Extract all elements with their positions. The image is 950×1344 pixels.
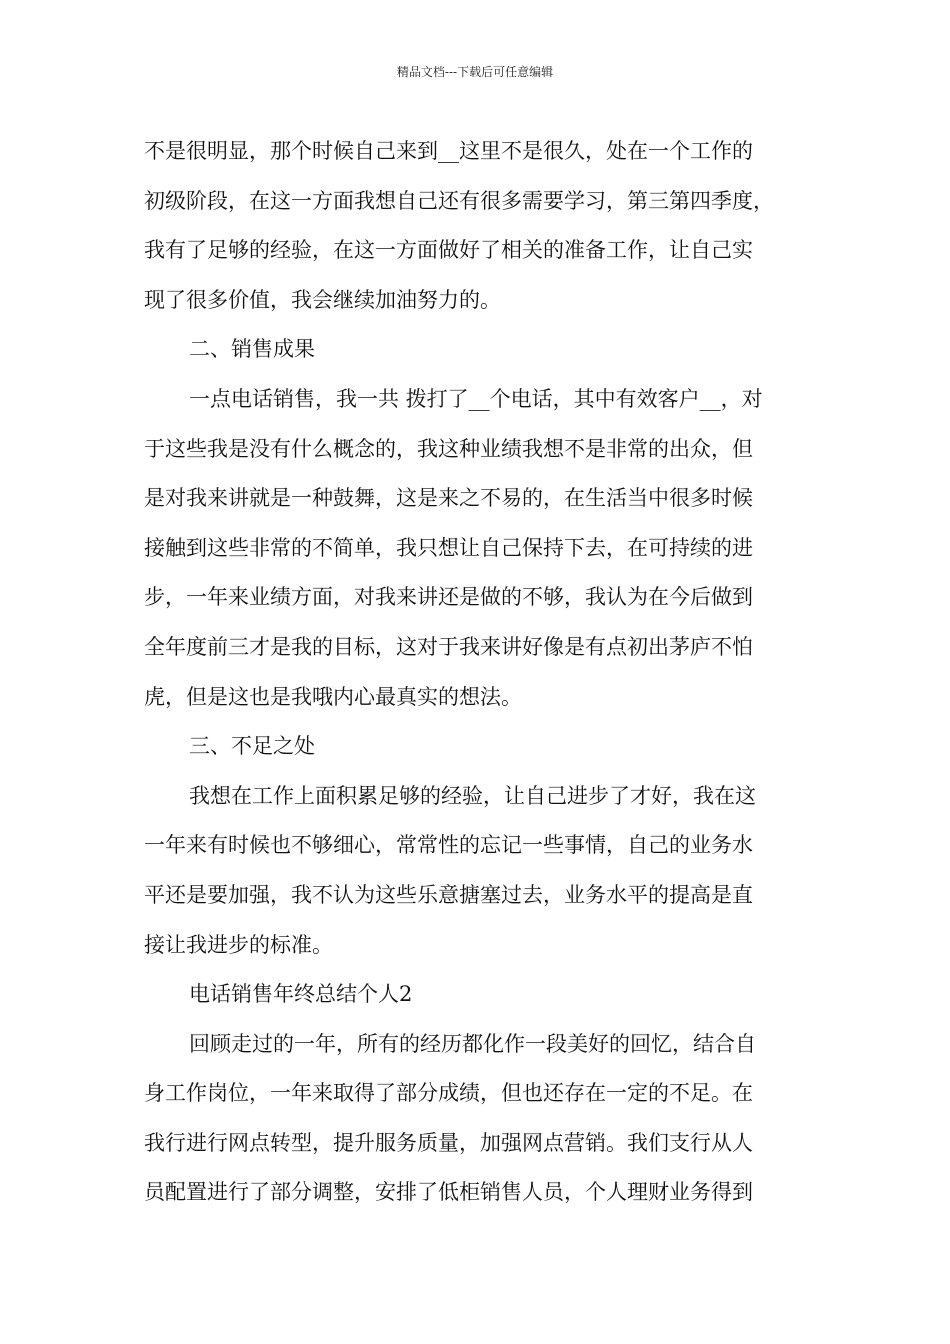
text-line: 全年度前三才是我的目标，这对于我来讲好像是有点初出茅庐不怕 bbox=[144, 634, 753, 659]
text-line: 一年来有时候也不够细心，常常性的忘记一些事情，自己的业务水 bbox=[144, 833, 753, 858]
section-heading: 电话销售年终总结个人2 bbox=[189, 982, 413, 1007]
text-line: 我有了足够的经验，在这一方面做好了相关的准备工作，让自己实 bbox=[144, 238, 753, 263]
text-line: 虎，但是这也是我哦内心最真实的想法。 bbox=[144, 684, 522, 709]
text-line: 初级阶段，在这一方面我想自己还有很多需要学习，第三第四季度， bbox=[144, 188, 774, 213]
text-line: 我行进行网点转型，提升服务质量，加强网点营销。我们支行从人 bbox=[144, 1130, 753, 1155]
text-line: 回顾走过的一年，所有的经历都化作一段美好的回忆，结合自 bbox=[189, 1031, 756, 1056]
text-line: 接让我进步的标准。 bbox=[144, 932, 333, 957]
text-line: 一点电话销售，我一共 拨打了__个电话，其中有效客户__，对 bbox=[189, 386, 763, 411]
text-line: 步，一年来业绩方面，对我来讲还是做的不够，我认为在今后做到 bbox=[144, 585, 753, 610]
document-body bbox=[144, 130, 809, 1221]
text-line: 是对我来讲就是一种鼓舞，这是来之不易的，在生活当中很多时候 bbox=[144, 486, 753, 511]
text-line: 身工作岗位，一年来取得了部分成绩，但也还存在一定的不足。在 bbox=[144, 1081, 753, 1106]
text-line: 接触到这些非常的不简单，我只想让自己保持下去，在可持续的进 bbox=[144, 535, 753, 560]
text-line: 现了很多价值，我会继续加油努力的。 bbox=[144, 287, 501, 312]
text-line: 于这些我是没有什么概念的，我这种业绩我想不是非常的出众，但 bbox=[144, 436, 753, 461]
text-line: 不是很明显，那个时候自己来到__这里不是很久，处在一个工作的 bbox=[144, 139, 753, 163]
text-line: 我想在工作上面积累足够的经验，让自己进步了才好，我在这 bbox=[189, 783, 756, 808]
text-line: 平还是要加强，我不认为这些乐意搪塞过去，业务水平的提高是直 bbox=[144, 882, 753, 907]
text-line: 员配置进行了部分调整，安排了低柜销售人员，个人理财业务得到 bbox=[144, 1180, 753, 1205]
page-header: 精品文档---下载后可任意编辑 bbox=[396, 65, 554, 79]
section-heading: 二、销售成果 bbox=[189, 337, 315, 362]
section-heading: 三、不足之处 bbox=[189, 734, 315, 759]
